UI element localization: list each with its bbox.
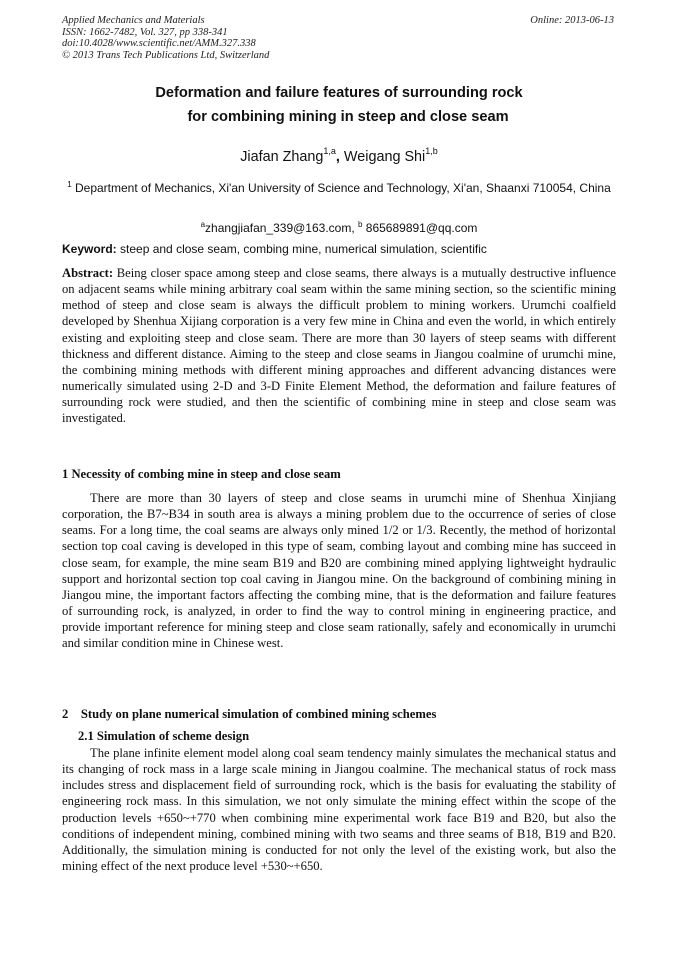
online-date: Online: 2013-06-13 bbox=[530, 15, 614, 26]
issn-line: ISSN: 1662-7482, Vol. 327, pp 338-341 bbox=[62, 26, 228, 38]
section-1-paragraph: There are more than 30 layers of steep and close seams in urumchi mine of Shenhua Xinjiang corporation, the B7~B34 in south area is always a mining problem due to the occurrence of series of close seams. For a long time, the coal seams are always only mined 1/2 or 1/3. Recently, the method of horizontal section top coal caving is developed in this type of seam, combing layout and combing mine has succeed in close seam, for example, the mine seam B19 and B20 are combining mined applying lightweight hydraulic support and horizontal section top coal caving in Jiangou mine. On the background of combining mining in Jiangou mine, the important factors affecting the combing mine, that is the deformation and failure features of surrounding rock, is analyzed, in order to find the way to control mining in engineering practice, and provide important reference for mining steep and close seam rationally, safely and economically in urumchi and similar condition mine in Chinese west. bbox=[62, 491, 616, 651]
copyright-line: © 2013 Trans Tech Publications Ltd, Switzerland bbox=[62, 49, 270, 61]
author-separator: , bbox=[335, 149, 344, 165]
journal-header bbox=[62, 15, 269, 61]
section-2-1-paragraph: The plane infinite element model along coal seam tendency mainly simulates the mechanical status and its changing of rock mass in a large scale mining in Jiangou coalmine. The mechanical status of rock mass includes stress and displacement field of surrounding rock, which is the basis for evaluating the stability of engineering rock mass. In this simulation, we not only simulate the mining effect within the scope of the production levels +650~+770 when combining mine experimental work face B19 and B20, but also the conditions of independent mining, combined mining with two seams and three seams of B18, B19 and B20. Additionally, the simulation mining is conducted for not only the level of the existing work, but also the mining effect of the next produce level +530~+650. bbox=[62, 746, 616, 874]
title-line-1: Deformation and failure features of surrounding rock bbox=[155, 85, 523, 101]
author-superscript: 1,a bbox=[323, 146, 336, 156]
author-emails bbox=[60, 217, 618, 236]
email-b: 865689891@qq.com bbox=[362, 221, 478, 235]
doi-line: doi:10.4028/www.scientific.net/AMM.327.338 bbox=[62, 38, 256, 49]
abstract bbox=[62, 265, 616, 427]
section-2-heading: 2 Study on plane numerical simulation of combined mining schemes bbox=[62, 707, 437, 721]
keyword-text: steep and close seam, combing mine, numerical simulation, scientific bbox=[116, 242, 487, 256]
email-a: zhangjiafan_339@163.com, bbox=[205, 221, 358, 235]
affiliation-text: Department of Mechanics, Xi'an University of Science and Technology, Xi'an, Shaanxi 710054, China bbox=[71, 181, 611, 195]
author-list bbox=[60, 141, 618, 167]
author-name: Weigang Shi bbox=[343, 149, 426, 165]
title-line-2: for combining mining in steep and close seam bbox=[187, 109, 509, 125]
paper-title bbox=[60, 81, 618, 129]
author-name: Jiafan Zhang bbox=[240, 149, 324, 165]
email-superscript: a bbox=[200, 220, 206, 229]
author-superscript: 1,b bbox=[425, 146, 438, 156]
affiliation bbox=[60, 175, 618, 198]
keyword-label: Keyword: bbox=[62, 242, 117, 256]
keywords bbox=[62, 241, 618, 257]
affiliation-superscript: 1 bbox=[67, 180, 72, 189]
section-1-heading: 1 Necessity of combing mine in steep and close seam bbox=[62, 467, 341, 481]
section-2-1-heading: 2.1 Simulation of scheme design bbox=[78, 729, 250, 743]
abstract-text: Being closer space among steep and close seams, there always is a mutually destructive influence on adjacent seams while mining arbitrary coal seam within the same mining section, so the scientific mining method of steep and close seam is always the difficult problem to mining workers. Urumchi coalfield developed by Shenhua Xijiang corporation is a very few mine in China and even the world, in which entirely existing and exploiting steep and close seam. There are more than 30 layers of steep seams with different thickness and different distance. Aiming to the steep and close seams in Jiangou coalmine of urumchi mine, the combining mining methods with different mining approaches and different advancing distances were numerically simulated using 2-D and 3-D Finite Element Method, the deformation and failure features of surrounding rock were studied, and then the scientific of combining mine in steep and close seam was investigated. bbox=[62, 266, 616, 426]
abstract-label: Abstract: bbox=[62, 266, 114, 280]
journal-name: Applied Mechanics and Materials bbox=[62, 15, 205, 26]
email-superscript: b bbox=[358, 220, 363, 229]
